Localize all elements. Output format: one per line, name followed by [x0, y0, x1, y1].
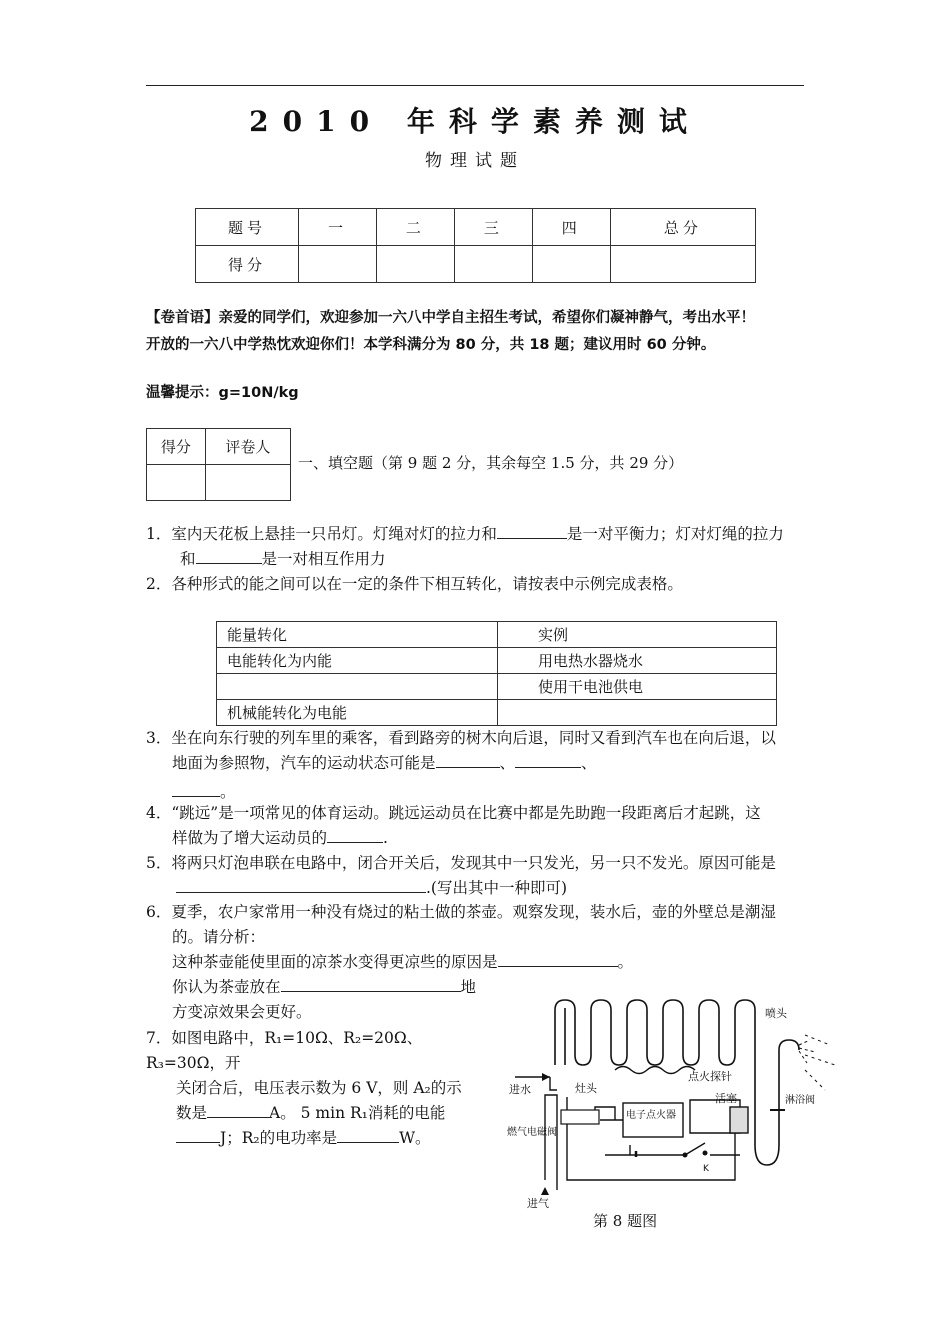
table-cell: 使用干电池供电: [498, 674, 777, 700]
label-nozzle: 喷头: [765, 1007, 787, 1020]
question-1: [146, 522, 816, 572]
question-text: 这种茶壶能使里面的凉茶水变得更凉些的原因是: [172, 953, 498, 971]
table-cell: 一: [299, 209, 377, 246]
top-rule: [146, 85, 804, 86]
question-text: 4．“跳远”是一项常见的体育运动。跳远运动员在比赛中都是先助跑一段距离后才起跳，这: [146, 804, 761, 822]
label-burner: 灶头: [575, 1082, 597, 1095]
section-heading: 一、填空题（第 9 题 2 分，其余每空 1.5 分，共 29 分）: [298, 454, 684, 472]
table-row: [217, 700, 777, 726]
score-table: [195, 208, 756, 283]
question-text: 关闭合后，电压表示数为 6 V，则 A₂的示: [176, 1079, 462, 1097]
question-text: .: [383, 829, 388, 847]
preface: [146, 305, 816, 359]
table-cell: 评卷人: [205, 429, 290, 465]
label-gas-valve: 燃气电磁阀: [507, 1127, 557, 1138]
question-text: 5．将两只灯泡串联在电路中，闭合开关后，发现其中一只发光，另一只不发光。原因可能是: [146, 854, 776, 872]
question-2: 2．各种形式的能之间可以在一定的条件下相互转化，请按表中示例完成表格。: [146, 575, 683, 593]
question-text: A。 5 min R₁消耗的电能: [269, 1104, 446, 1122]
water-spray: [805, 1035, 835, 1090]
question-text: 、: [499, 754, 516, 772]
table-cell: [376, 246, 454, 283]
answer-blank[interactable]: [327, 826, 383, 843]
table-cell: 总分: [610, 209, 755, 246]
table-row: [217, 674, 777, 700]
question-4: [146, 801, 816, 851]
label-probe: 点火探针: [688, 1070, 732, 1083]
question-text: 地面为参照物，汽车的运动状态可能是: [172, 754, 436, 772]
table-row: [147, 429, 291, 465]
question-text: 6．夏季，农户家常用一种没有烧过的粘土做的茶壶。观察发现，装水后，壶的外壁总是潮湿: [146, 903, 776, 921]
table-cell: 四: [532, 209, 610, 246]
table-cell: [454, 246, 532, 283]
table-row: [217, 648, 777, 674]
answer-blank[interactable]: [196, 547, 262, 564]
page-title: 2010 年科学素养测试: [249, 105, 701, 138]
table-cell: 题号: [196, 209, 299, 246]
energy-table: [216, 621, 777, 726]
water-inlet-arrow: [542, 1073, 550, 1081]
grader-table: [146, 428, 291, 501]
answer-blank[interactable]: [176, 876, 426, 893]
question-text: 地: [460, 978, 477, 996]
switch-contact: [683, 1153, 688, 1158]
table-cell: [532, 246, 610, 283]
answer-blank[interactable]: [515, 751, 581, 768]
answer-blank[interactable]: [176, 1126, 220, 1143]
question-text: 。: [617, 953, 634, 971]
solenoid-coil: [561, 1110, 599, 1124]
question-text: W。: [399, 1129, 431, 1147]
question-7: [146, 1026, 496, 1151]
table-cell: 实例: [498, 622, 777, 648]
table-cell: [299, 246, 377, 283]
question-text: 样做为了增大运动员的: [172, 829, 328, 847]
label-switch: K: [703, 1164, 709, 1174]
answer-blank[interactable]: [207, 1101, 269, 1118]
table-cell: 得分: [196, 246, 299, 283]
question-text: 是一对平衡力；灯对灯绳的拉力: [566, 525, 784, 543]
piston-block: [730, 1107, 748, 1133]
question-text: 7．如图电路中，R₁=10Ω、R₂=20Ω、R₃=30Ω，开: [146, 1029, 423, 1072]
table-row: [196, 209, 756, 246]
table-row: [196, 246, 756, 283]
question-text: 3．坐在向东行驶的列车里的乘客，看到路旁的树木向后退，同时又看到汽车也在向后退，以: [146, 729, 776, 747]
preface-line: 【卷首语】亲爱的同学们，欢迎参加一六八中学自主招生考试，希望你们凝神静气，考出水平！: [146, 310, 755, 326]
switch-contact: [703, 1151, 708, 1156]
table-row: [147, 465, 291, 501]
question-text: 和: [180, 550, 196, 568]
page-subtitle: 物理试题: [425, 151, 525, 171]
question-text: 是一对相互作用力: [261, 550, 386, 568]
tip: 温馨提示：g=10N/kg: [146, 385, 299, 401]
question-text: 、: [581, 754, 597, 772]
label-igniter: 电子点火器: [626, 1110, 676, 1121]
figure-caption: 第 8 题图: [593, 1212, 658, 1230]
label-inlet-gas: 进气: [527, 1197, 549, 1210]
table-cell: 能量转化: [217, 622, 498, 648]
table-cell: [610, 246, 755, 283]
answer-blank[interactable]: [498, 950, 618, 967]
question-text: .(写出其中一种即可): [426, 879, 568, 897]
table-cell: 二: [376, 209, 454, 246]
water-spray: [799, 1040, 815, 1063]
question-5: [146, 851, 816, 901]
answer-blank[interactable]: [281, 975, 461, 992]
question-text: 数是: [176, 1104, 208, 1122]
label-piston: 活塞: [715, 1092, 737, 1105]
water-heater-diagram: [505, 995, 850, 1210]
table-cell[interactable]: [498, 700, 777, 726]
answer-blank[interactable]: [497, 522, 567, 539]
table-cell: 电能转化为内能: [217, 648, 498, 674]
table-cell[interactable]: [217, 674, 498, 700]
preface-line: 开放的一六八中学热忱欢迎你们！本学科满分为 80 分，共 18 题；建议用时 60 分钟。: [146, 337, 716, 353]
question-3: [146, 726, 816, 805]
question-text: 的。请分析：: [172, 928, 266, 946]
table-row: [217, 622, 777, 648]
table-cell: 得分: [147, 429, 206, 465]
question-text: 1．室内天花板上悬挂一只吊灯。灯绳对灯的拉力和: [146, 525, 497, 543]
table-cell: [205, 465, 290, 501]
table-cell: [147, 465, 206, 501]
answer-blank[interactable]: [337, 1126, 399, 1143]
question-text: J；R₂的电功率是: [220, 1129, 338, 1147]
question-text: 你认为茶壶放在: [172, 978, 281, 996]
answer-blank[interactable]: [172, 780, 220, 797]
question-text: 。: [220, 783, 236, 801]
gas-inlet-arrow: [541, 1187, 549, 1195]
label-shower-valve: 淋浴阀: [785, 1095, 815, 1106]
table-cell: 用电热水器烧水: [498, 648, 777, 674]
label-inlet-water: 进水: [509, 1083, 531, 1096]
table-cell: 机械能转化为电能: [217, 700, 498, 726]
answer-blank[interactable]: [436, 751, 500, 768]
table-cell: 三: [454, 209, 532, 246]
question-text: 方变凉效果会更好。: [172, 1003, 312, 1021]
